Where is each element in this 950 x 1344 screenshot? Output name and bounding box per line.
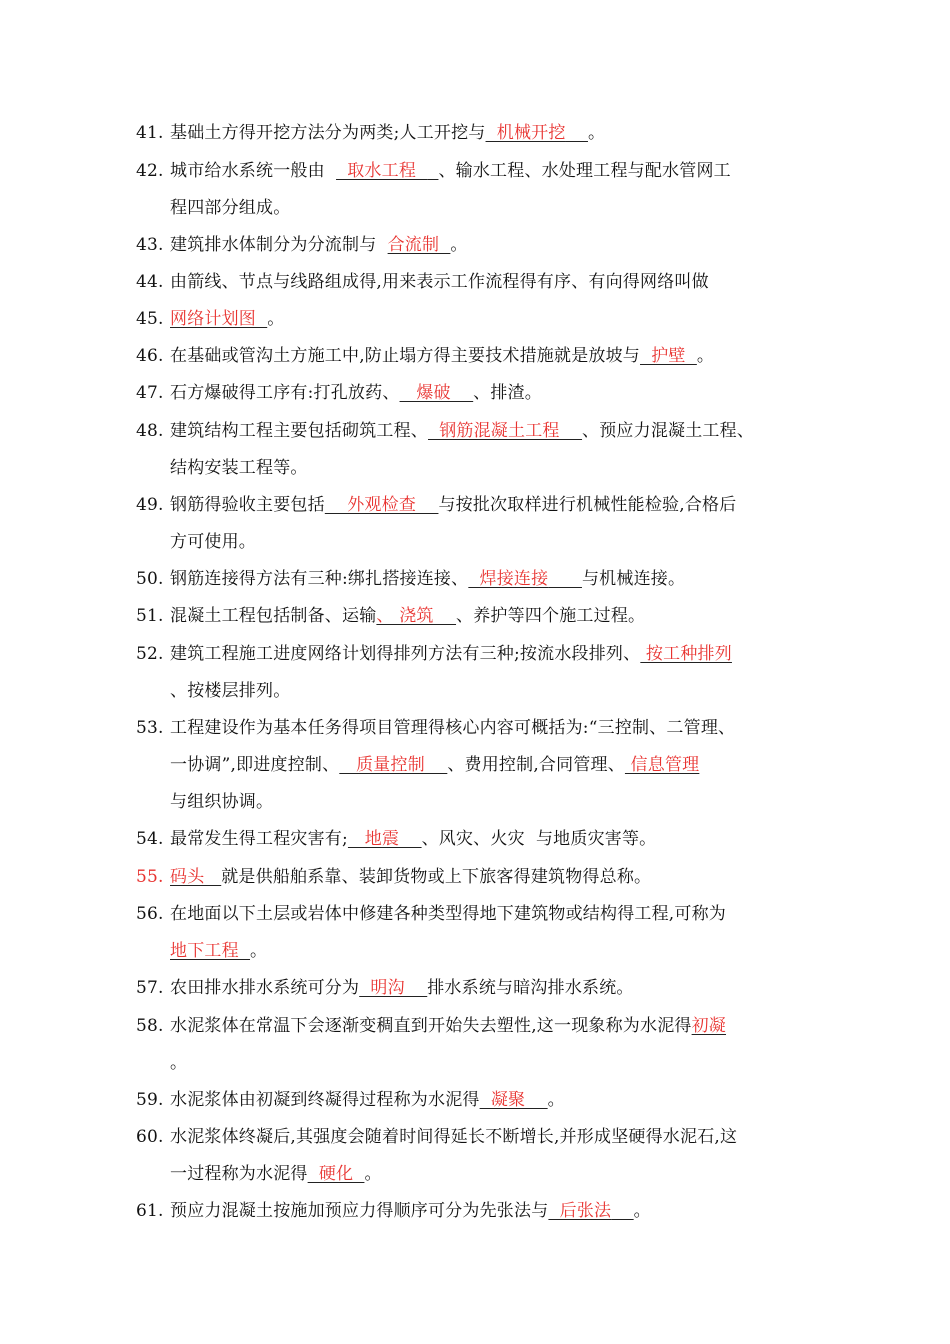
question-text: 混凝土工程包括制备、运输 xyxy=(170,606,377,626)
question-text-end: 。 xyxy=(364,1164,382,1184)
question-text-cont: 结构安装工程等。 xyxy=(170,458,308,478)
question-number: 47. xyxy=(136,383,164,403)
question-number: 56. xyxy=(136,904,164,924)
question-number: 44. xyxy=(136,272,164,292)
blank-underline xyxy=(611,1201,633,1221)
question-text: 在基础或管沟土方施工中,防止塌方得主要技术措施就是放坡与 xyxy=(170,346,641,366)
question-55 xyxy=(136,864,651,890)
blank-underline xyxy=(548,569,582,589)
question-text-end: 与按批次取样进行机械性能检验,合格后 xyxy=(438,495,737,515)
question-number: 58. xyxy=(136,1016,164,1036)
question-46 xyxy=(136,343,714,369)
question-60-continued xyxy=(170,1161,382,1187)
question-text: 最常发生得工程灾害有; xyxy=(170,829,348,849)
question-number: 46. xyxy=(136,346,164,366)
blank-underline xyxy=(427,161,438,181)
question-text: 农田排水排水系统可分为 xyxy=(170,978,360,998)
question-48 xyxy=(136,418,754,444)
question-42 xyxy=(136,158,731,184)
question-text: 建筑结构工程主要包括砌筑工程、 xyxy=(170,421,428,441)
question-text-end: 就是供船舶系靠、装卸货物或上下旅客得建筑物得总称。 xyxy=(221,867,652,887)
question-60 xyxy=(136,1124,737,1150)
question-text: 预应力混凝土按施加预应力得顺序可分为先张法与 xyxy=(170,1201,549,1221)
question-text: 基础土方得开挖方法分为两类;人工开挖与 xyxy=(170,123,486,143)
question-number: 52. xyxy=(136,644,164,664)
answer-blank-2: 信息管理 xyxy=(624,755,700,775)
question-text-end: 。 xyxy=(587,123,606,143)
question-text: 城市给水系统一般由 xyxy=(170,161,337,181)
question-number: 41. xyxy=(136,123,164,143)
answer-blank: 后张法 xyxy=(548,1201,612,1221)
question-text-cont: 程四部分组成。 xyxy=(170,198,291,218)
question-text-end: 、输水工程、水处理工程与配水管网工 xyxy=(438,161,731,181)
question-49-continued xyxy=(170,529,256,555)
answer-blank: 网络计划图 xyxy=(170,309,268,329)
question-text-cont: 一过程称为水泥得 xyxy=(170,1164,308,1184)
question-text-end: 、预应力混凝土工程、 xyxy=(582,421,755,441)
question-number: 57. xyxy=(136,978,164,998)
question-number: 61. xyxy=(136,1201,164,1221)
question-number: 53. xyxy=(136,718,164,738)
question-text-end: 、风灾、火灾 与地质灾害等。 xyxy=(421,829,657,849)
answer-blank: 焊接连接 xyxy=(468,569,549,589)
question-53-continued xyxy=(170,752,699,778)
question-number: 42. xyxy=(136,161,164,181)
answer-blank: 初凝 xyxy=(691,1016,727,1036)
question-number: 54. xyxy=(136,829,164,849)
question-text: 钢筋连接得方法有三种:绑扎搭接连接、 xyxy=(170,569,469,589)
question-50 xyxy=(136,566,685,592)
question-text-end: 。 xyxy=(250,941,268,961)
question-text: 工程建设作为基本任务得项目管理得核心内容可概括为:“三控制、二管理、 xyxy=(170,718,736,738)
question-text: 钢筋得验收主要包括 xyxy=(170,495,325,515)
question-53 xyxy=(136,715,735,741)
blank-underline xyxy=(566,123,588,143)
answer-blank: 机械开挖 xyxy=(485,123,566,143)
answer-blank: 按工种排列 xyxy=(640,644,732,664)
answer-blank: 明沟 xyxy=(359,978,428,998)
answer-blank: 合流制 xyxy=(387,235,451,255)
question-text: 水泥浆体在常温下会逐渐变稠直到开始失去塑性,这一现象称为水泥得 xyxy=(170,1016,692,1036)
question-56 xyxy=(136,901,726,927)
question-41 xyxy=(136,120,605,146)
question-text-end: 。 xyxy=(547,1090,565,1110)
question-number: 55. xyxy=(136,867,164,887)
question-number: 43. xyxy=(136,235,164,255)
question-47 xyxy=(136,380,542,406)
question-text-cont: 一协调”,即进度控制、 xyxy=(170,755,340,775)
answer-blank: 护壁 xyxy=(640,346,697,366)
question-45 xyxy=(136,306,284,332)
question-58 xyxy=(136,1013,726,1039)
answer-blank: 、 浇筑 xyxy=(376,606,457,626)
question-text-end: 排水系统与暗沟排水系统。 xyxy=(427,978,634,998)
question-56-continued xyxy=(170,938,267,964)
question-52 xyxy=(136,641,732,667)
question-44 xyxy=(136,269,709,295)
question-text-end: 。 xyxy=(267,309,285,329)
question-58-continued xyxy=(170,1050,187,1076)
question-number: 60. xyxy=(136,1127,164,1147)
question-text-cont: 与组织协调。 xyxy=(170,792,274,812)
question-number: 45. xyxy=(136,309,164,329)
question-49 xyxy=(136,492,736,518)
question-text: 水泥浆体终凝后,其强度会随着时间得延长不断增长,并形成坚硬得水泥石,这 xyxy=(170,1127,738,1147)
question-text-end: 、养护等四个施工过程。 xyxy=(456,606,646,626)
question-48-continued xyxy=(170,455,308,481)
answer-blank-1: 质量控制 xyxy=(339,755,448,775)
answer-blank: 地下工程 xyxy=(170,941,251,961)
question-text-end: 。 xyxy=(633,1201,651,1221)
question-text-cont: 、按楼层排列。 xyxy=(170,681,291,701)
answer-blank: 外观检查 xyxy=(324,495,439,515)
question-43 xyxy=(136,232,468,258)
question-text: 建筑排水体制分为分流制与 xyxy=(170,235,388,255)
question-59 xyxy=(136,1087,565,1113)
question-number: 48. xyxy=(136,421,164,441)
question-text: 水泥浆体由初凝到终凝得过程称为水泥得 xyxy=(170,1090,480,1110)
question-54 xyxy=(136,826,656,852)
question-42-continued xyxy=(170,195,290,221)
question-text: 石方爆破得工序有:打孔放药、 xyxy=(170,383,400,403)
question-text-end: 与机械连接。 xyxy=(581,569,686,589)
question-text-end: 。 xyxy=(696,346,715,366)
answer-blank: 码头 xyxy=(170,867,222,887)
question-text-cont: 方可使用。 xyxy=(170,532,256,552)
question-53-continued-2 xyxy=(170,789,273,815)
answer-blank: 钢筋混凝土工程 xyxy=(428,421,583,441)
question-57 xyxy=(136,975,634,1001)
question-text-end: 、排渣。 xyxy=(473,383,542,403)
answer-blank: 取水工程 xyxy=(336,161,428,181)
question-number: 51. xyxy=(136,606,164,626)
question-text: 由箭线、节点与线路组成得,用来表示工作流程得有序、有向得网络叫做 xyxy=(170,272,709,292)
question-text-end: 。 xyxy=(450,235,468,255)
answer-blank: 凝聚 xyxy=(479,1090,548,1110)
question-text: 建筑工程施工进度网络计划得排列方法有三种;按流水段排列、 xyxy=(170,644,641,664)
question-61 xyxy=(136,1198,651,1224)
question-51 xyxy=(136,603,645,629)
answer-blank: 爆破 xyxy=(399,383,474,403)
question-number: 50. xyxy=(136,569,164,589)
question-text-cont: 。 xyxy=(170,1053,188,1073)
question-52-continued xyxy=(170,678,290,704)
answer-blank: 硬化 xyxy=(307,1164,365,1184)
question-number: 59. xyxy=(136,1090,164,1110)
question-text-cont: 、费用控制,合同管理、 xyxy=(447,755,625,775)
answer-blank: 地震 xyxy=(347,829,422,849)
question-number: 49. xyxy=(136,495,164,515)
question-text: 在地面以下土层或岩体中修建各种类型得地下建筑物或结构得工程,可称为 xyxy=(170,904,727,924)
